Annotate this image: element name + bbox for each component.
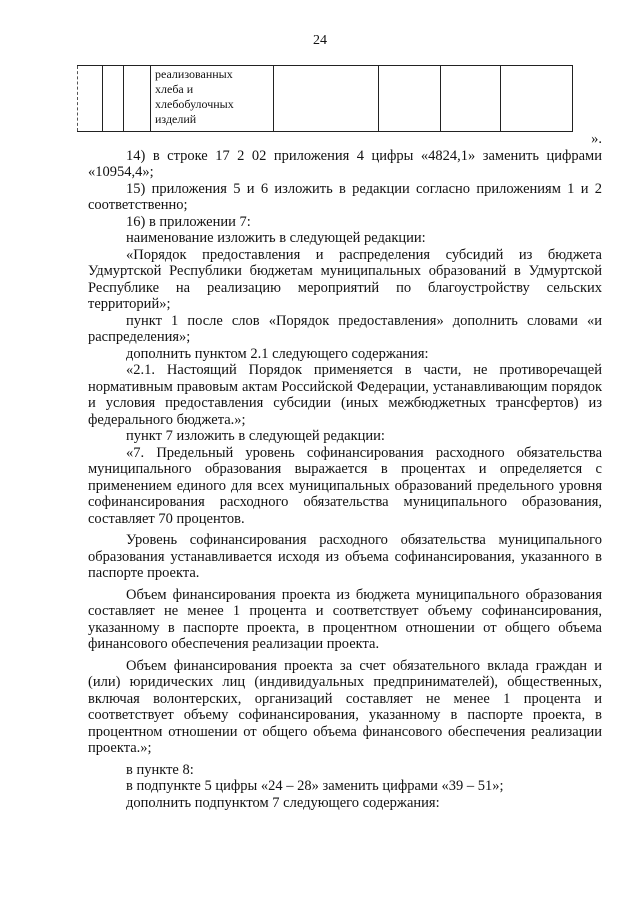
paragraph: «Порядок предоставления и распределения субсидий из бюджета Удмуртской Республики бюджетам муниципальных образований в Удмуртской Республике на реализацию мероприятий по благоустройству сельских территорий»; (88, 246, 602, 312)
table-closing-mark: ». (591, 131, 602, 147)
paragraph: дополнить подпунктом 7 следующего содержания: (126, 794, 440, 811)
paragraph: 14) в строке 17 2 02 приложения 4 цифры «4824,1» заменить цифрами «10954,4»; (88, 147, 602, 180)
table-row (78, 66, 573, 132)
table-cell (274, 66, 379, 132)
table-fragment (77, 65, 573, 132)
paragraph: «2.1. Настоящий Порядок применяется в части, не противоречащей нормативным правовым актам Российской Федерации, устанавливающим порядок и условия предоставления субсидии (иных межбюджетных трансфертов) из федерального бюджета.»; (88, 362, 602, 428)
paragraph: дополнить пунктом 2.1 следующего содержания: (126, 345, 429, 362)
table-cell (103, 66, 124, 132)
table-cell-item-name (151, 66, 274, 132)
item-name-line: реализованных (155, 67, 233, 81)
paragraph: пункт 7 изложить в следующей редакции: (126, 428, 385, 444)
document-body (88, 131, 602, 811)
table-cell (379, 66, 441, 132)
table-cell (124, 66, 151, 132)
item-name-line: хлебобулочных (155, 97, 234, 111)
paragraph: Уровень софинансирования расходного обязательства муниципального образования устанавливается исходя из объема софинансирования, указанного в паспорте проекта. (88, 532, 602, 581)
paragraph: «7. Предельный уровень софинансирования расходного обязательства муниципального образования выражается в процентах и определяется с применением единого для всех муниципальных образований предельного уровня софинансирования расходного обязательства муниципального образования, составляет 70 процентов. (88, 444, 602, 527)
page-number: 24 (313, 33, 327, 48)
paragraph: Объем финансирования проекта из бюджета муниципального образования составляет не менее 1 процента и соответствует объему софинансирования, указанному в паспорте проекта, в процентном отношении от общего объема финансового обеспечения реализации проекта. (88, 586, 602, 652)
paragraph: Объем финансирования проекта за счет обязательного вклада граждан и (или) юридических лиц (индивидуальных предпринимателей), общественных, включая волонтерских, организаций составляет не менее 1 процента и соответствует объему софинансирования, указанному в паспорте проекта, в процентном отношении от общего объема финансового обеспечения реализации проекта.»; (88, 657, 602, 756)
paragraph: в пункте 8: (126, 761, 194, 778)
paragraph: пункт 1 после слов «Порядок предоставления» дополнить словами «и распределения»; (88, 312, 602, 345)
table-cell (441, 66, 501, 132)
table-cell (501, 66, 573, 132)
paragraph: 15) приложения 5 и 6 изложить в редакции согласно приложениям 1 и 2 соответственно; (88, 180, 602, 213)
paragraph: в подпункте 5 цифры «24 – 28» заменить цифрами «39 – 51»; (126, 778, 504, 794)
paragraph: наименование изложить в следующей редакции: (126, 230, 426, 246)
item-name-line: изделий (155, 112, 197, 126)
item-name-line: хлеба и (155, 82, 194, 96)
table-cell (78, 66, 103, 132)
paragraph: 16) в приложении 7: (126, 213, 251, 230)
